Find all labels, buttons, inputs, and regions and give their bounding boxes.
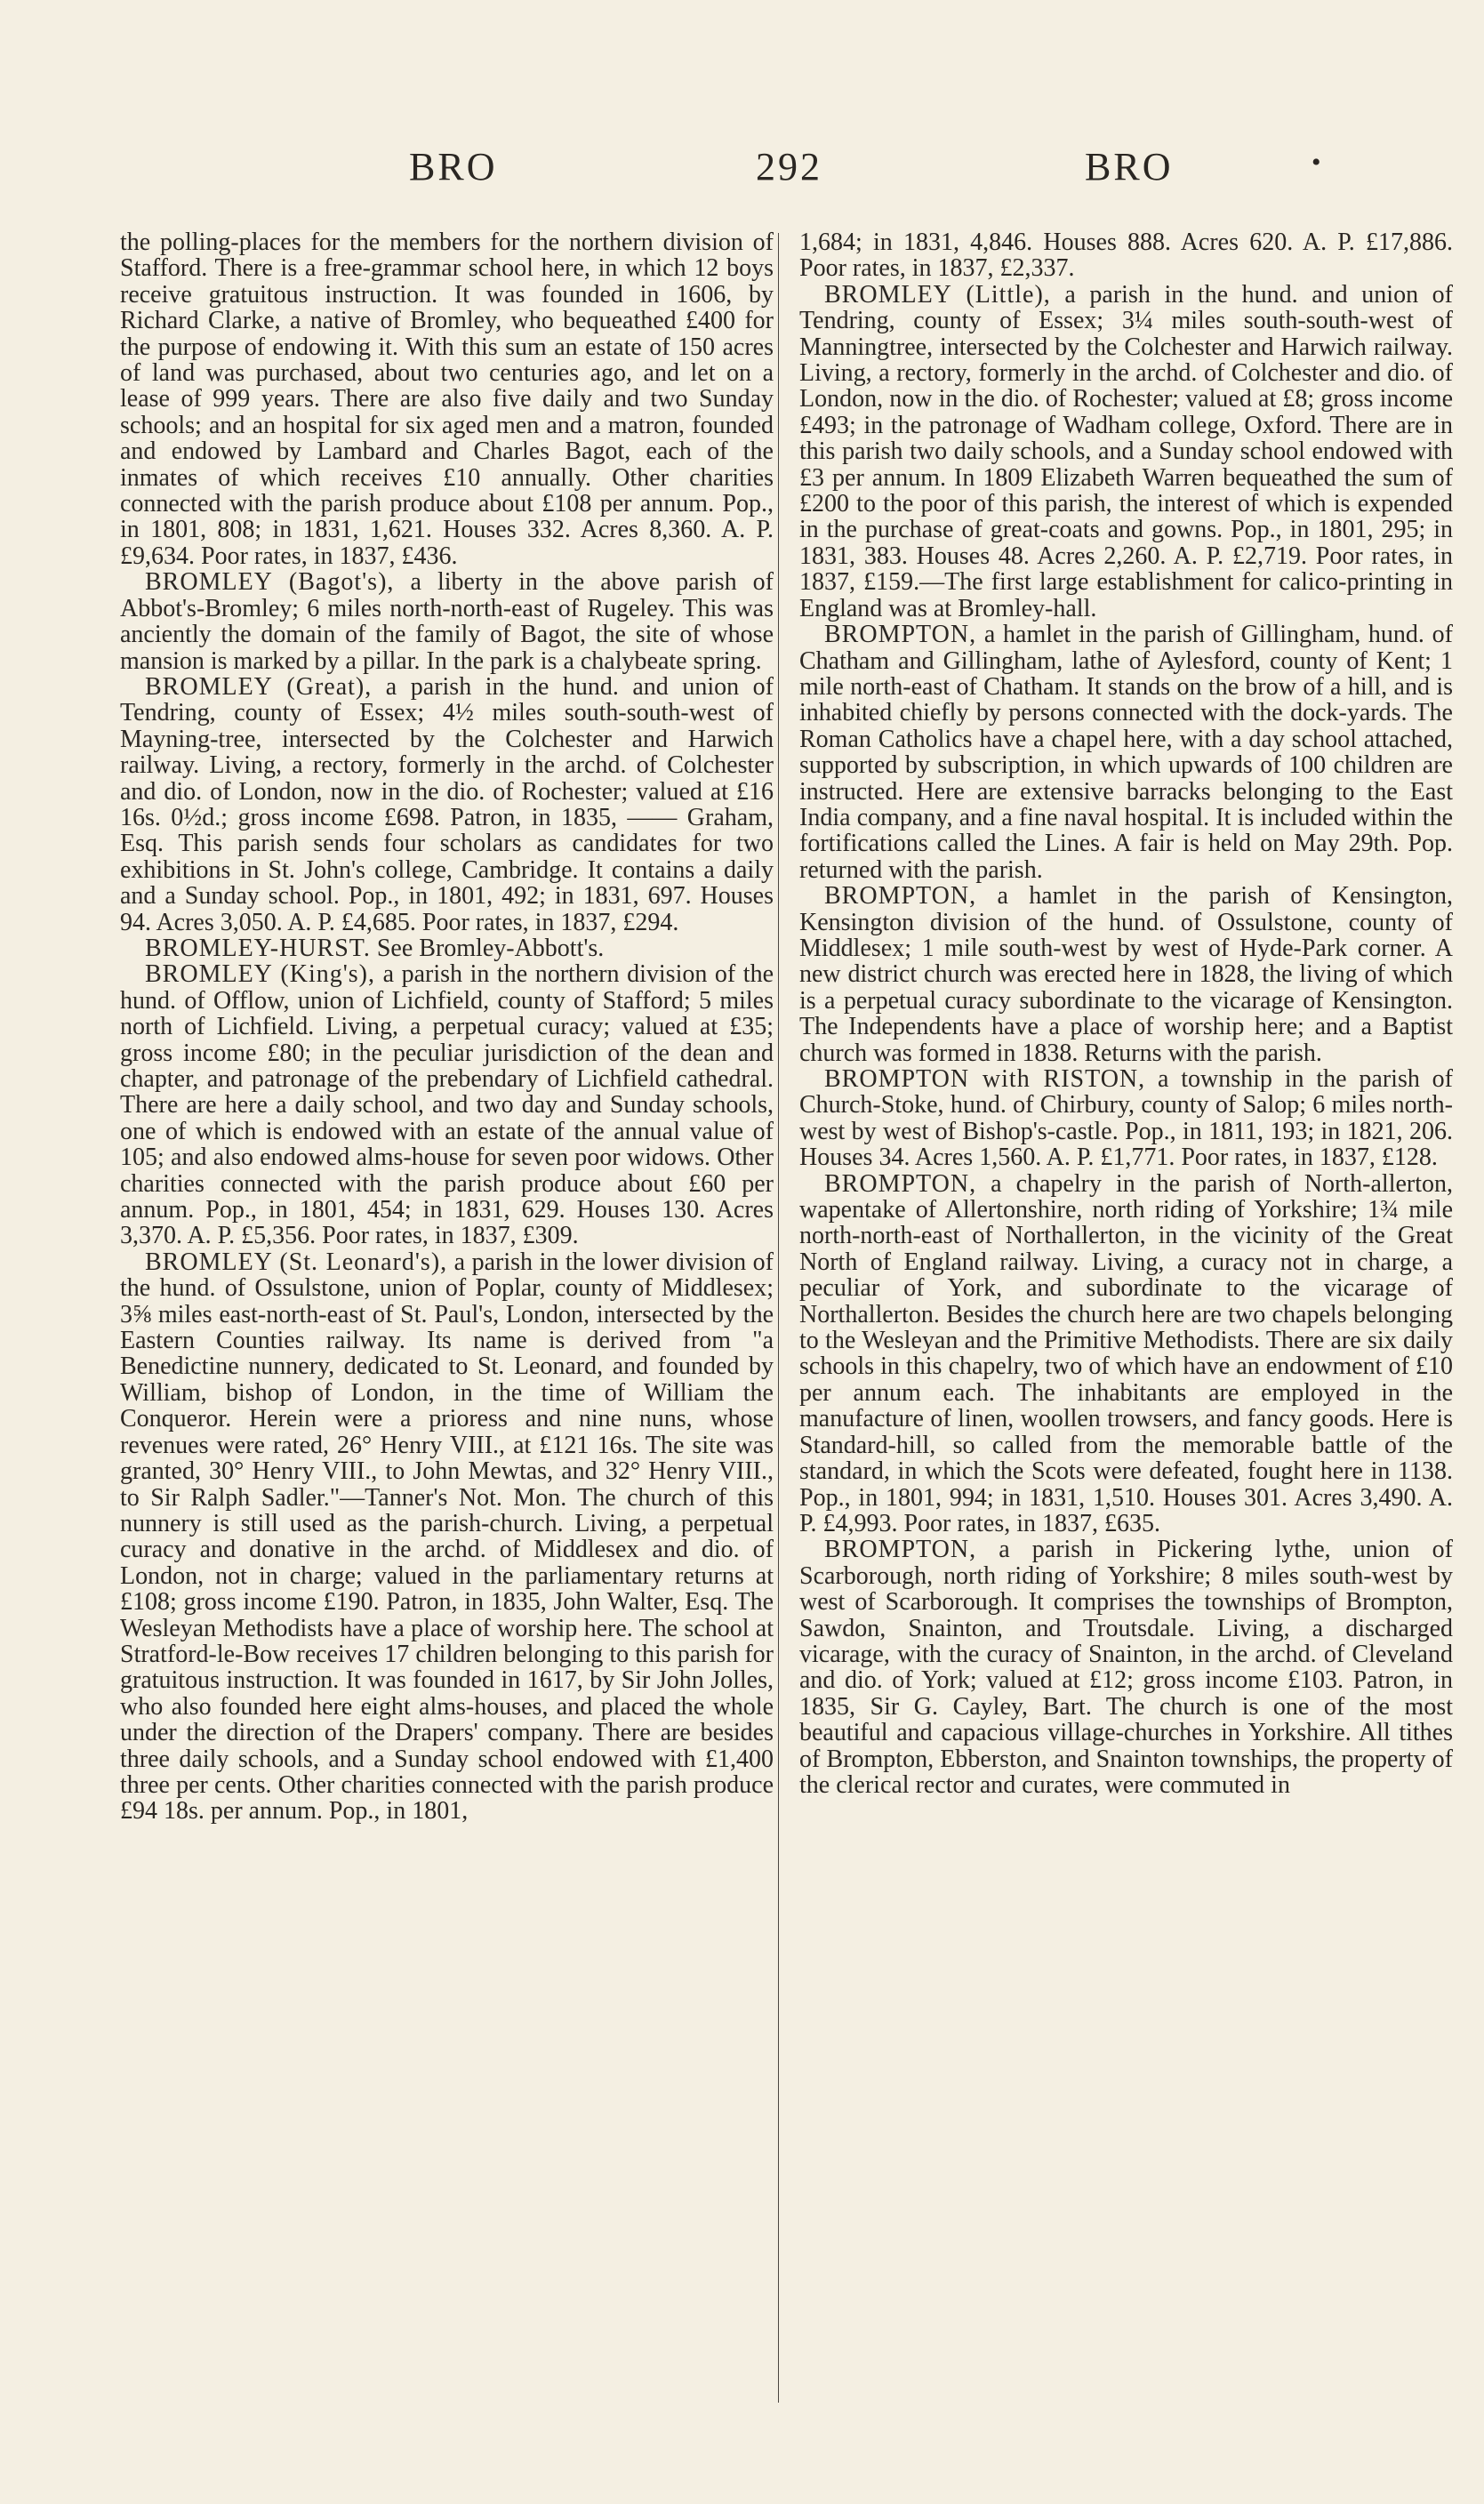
entry-text: a chapelry in the parish of North-allerton, wapentake of Allertonshire, north riding of Yorkshire; 1¾ mile north-north-east of Northallerton, in the vicinity of the Great North of England railway. Living, a curacy not in charge, a peculiar of York, and subordinate to the vicarage of Northallerton. Besides the church here are two chapels belonging to the Wesleyan and the Primitive Methodists. There are six daily schools in this chapelry, two of which have an endowment of £10 per annum each. The inhabitants are employed in the manufacture of linen, woollen trowsers, and fancy goods. Here is Standard-hill, so called from the memorable battle of the standard, in which the Scots were defeated, fought here in 1138. Pop., in 1801, 994; in 1831, 1,510. Houses 301. Acres 3,490. A. P. £4,993. Poor rates, in 1837, £635.: [799, 1169, 1454, 1537]
entry: [799, 1066, 1453, 1171]
entry: [120, 961, 774, 1248]
entry-text: a hamlet in the parish of Kensington, Kensington division of the hund. of Ossulstone, county of Middlesex; 1 mile south-west by west of Hyde-Park corner. A new district church was erected here in 1828, the living of which is a perpetual curacy subordinate to the vicarage of Kensington. The Independents have a place of worship here; and a Baptist church was formed in 1838. Returns with the parish.: [799, 882, 1454, 1067]
entry-headword: BROMLEY (King's),: [145, 960, 376, 989]
entry-text: See Bromley-Abbott's.: [376, 934, 605, 962]
page-number: 292: [756, 145, 822, 189]
entry: [120, 569, 774, 674]
entry-headword: BROMLEY (St. Leonard's),: [145, 1248, 448, 1276]
entry-headword: BROMPTON,: [824, 882, 977, 911]
entry: [799, 1537, 1453, 1798]
column-divider: [778, 233, 779, 2403]
entry-text: a parish in the lower division of the hund. of Ossulstone, union of Poplar, county of Middlesex; 3⅝ miles east-north-east of St. Paul's, London, intersected by the Eastern Counties railway. Its name is derived from "a Benedictine nunnery, dedicated to St. Leonard, and founded by William, bishop of London, in the time of William the Conqueror. Herein were a prioress and nine nuns, whose revenues were rated, 26° Henry VIII., at £121 16s. The site was granted, 30° Henry VIII., to John Mewtas, and 32° Henry VIII., to Sir Ralph Sadler."—Tanner's Not. Mon. The church of this nunnery is still used as the parish-church. Living, a perpetual curacy and donative in the archd. of Middlesex and dio. of London, not in charge; valued in the parliamentary returns at £108; gross income £190. Patron, in 1835, John Walter, Esq. The Wesleyan Methodists have a place of worship here. The school at Stratford-le-Bow receives 17 children belonging to this parish for gratuitous instruction. It was founded in 1617, by Sir John Jolles, who also founded here eight alms-houses, and placed the whole under the direction of the Drapers' company. There are besides three daily schools, and a Sunday school endowed with £1,400 three per cents. Other charities connected with the parish produce £94 18s. per annum. Pop., in 1801,: [120, 1248, 774, 1826]
entry-text: a township in the parish of Church-Stoke, hund. of Chirbury, county of Salop; 6 miles north-west by west of Bishop's-castle. Pop., in 1811, 193; in 1821, 206. Houses 34. Acres 1,560. A. P. £1,771. Poor rates, in 1837, £128.: [799, 1065, 1453, 1172]
header-marker: •: [1312, 148, 1324, 177]
entry: [120, 674, 774, 935]
entry: [120, 229, 774, 569]
right-column: [799, 229, 1453, 1798]
entry-text: a parish in Pickering lythe, union of Scarborough, north riding of Yorkshire; 8 miles south-west by west of Scarborough. It comprises the townships of Brompton, Sawdon, Snainton, and Troutsdale. Living, a discharged vicarage, with the curacy of Snainton, in the archd. of Cleveland and dio. of York; valued at £12; gross income £103. Patron, in 1835, Sir G. Cayley, Bart. The church is one of the most beautiful and capacious village-churches in Yorkshire. All tithes of Brompton, Ebberston, and Snainton townships, the property of the clerical rector and curates, were commuted in: [799, 1536, 1453, 1799]
entry-text: a parish in the hund. and union of Tendring, county of Essex; 3¼ miles south-south-west of Manningtree, intersected by the Colchester and Harwich railway. Living, a rectory, formerly in the archd. of Colchester and dio. of London, now in the dio. of Rochester; valued at £8; gross income £493; in the patronage of Wadham college, Oxford. There are in this parish two daily schools, and a Sunday school endowed with £3 per annum. In 1809 Elizabeth Warren bequeathed the sum of £200 to the poor of this parish, the interest of which is expended in the purchase of great-coats and gowns. Pop., in 1801, 295; in 1831, 383. Houses 48. Acres 2,260. A. P. £2,719. Poor rates, in 1837, £159.—The first large establishment for calico-printing in England was at Bromley-hall.: [799, 280, 1454, 622]
entry-text: a parish in the hund. and union of Tendring, county of Essex; 4½ miles south-south-west of Mayning-tree, intersected by the Colchester and Harwich railway. Living, a rectory, formerly in the archd. of Colchester and dio. of London, now in the dio. of Rochester; valued at £16 16s. 0½d.; gross income £698. Patron, in 1835, —— Graham, Esq. This parish sends four scholars as candidates for two exhibitions in St. John's college, Cambridge. It contains a daily and a Sunday school. Pop., in 1801, 492; in 1831, 697. Houses 94. Acres 3,050. A. P. £4,685. Poor rates, in 1837, £294.: [120, 672, 774, 936]
entry-headword: BROMPTON,: [824, 621, 977, 649]
entry: [799, 622, 1453, 883]
entry-headword: BROMLEY-HURST.: [145, 934, 371, 962]
entry-text: the polling-places for the members for the northern division of Stafford. There is a free-grammar school here, in which 12 boys receive gratuitous instruction. It was founded in 1606, by Richard Clarke, a native of Bromley, who bequeathed £400 for the purpose of endowing it. With this sum an estate of 150 acres of land was purchased, about two centuries ago, and let on a lease of 999 years. There are also five daily and two Sunday schools; and an hospital for six aged men and a matron, founded and endowed by Lambard and Charles Bagot, each of the inmates of which receives £10 annually. Other charities connected with the parish produce about £108 per annum. Pop., in 1801, 808; in 1831, 1,621. Houses 332. Acres 8,360. A. P. £9,634. Poor rates, in 1837, £436.: [120, 229, 774, 570]
entry: [799, 883, 1453, 1066]
entry-text: a liberty in the above parish of Abbot's-Bromley; 6 miles north-north-east of Rugeley. This was anciently the domain of the family of Bagot, the site of whose mansion is marked by a pillar. In the park is a chalybeate spring.: [120, 568, 774, 675]
entry-headword: BROMPTON,: [824, 1536, 977, 1564]
entry-headword: BROMLEY (Bagot's),: [145, 568, 395, 597]
entry-headword: BROMLEY (Great),: [145, 672, 373, 701]
entry-headword: BROMPTON,: [824, 1169, 977, 1198]
entry: [799, 1171, 1453, 1537]
entry-headword: BROMLEY (Little),: [824, 280, 1051, 309]
entry-text: a hamlet in the parish of Gillingham, hund. of Chatham and Gillingham, lathe of Aylesford, county of Kent; 1 mile north-east of Chatham. It stands on the brow of a hill, and is inhabited chiefly by persons connected with the dock-yards. The Roman Catholics have a chapel here, with a day school attached, supported by subscription, in which upwards of 100 children are instructed. Here are extensive barracks belonging to the East India company, and a fine naval hospital. It is included within the fortifications called the Lines. A fair is held on May 29th. Pop. returned with the parish.: [799, 621, 1454, 884]
entry-text: 1,684; in 1831, 4,846. Houses 888. Acres 620. A. P. £17,886. Poor rates, in 1837, £2,337.: [799, 229, 1453, 283]
header-left-guideword: BRO: [409, 145, 498, 189]
entry-text: a parish in the northern division of the hund. of Offlow, union of Lichfield, county of Stafford; 5 miles north of Lichfield. Living, a perpetual curacy; valued at £35; gross income £80; in the peculiar jurisdiction of the dean and chapter, and patronage of the prebendary of Lichfield cathedral. There are here a daily school, and two day and Sunday schools, one of which is endowed with an estate of the annual value of 105; and also endowed alms-house for seven poor widows. Other charities connected with the parish produce about £60 per annum. Pop., in 1801, 454; in 1831, 629. Houses 130. Acres 3,370. A. P. £5,356. Poor rates, in 1837, £309.: [120, 960, 774, 1250]
entry-headword: BROMPTON with RISTON,: [824, 1065, 1146, 1093]
entry: [120, 935, 774, 961]
entry: [799, 282, 1453, 622]
left-column: [120, 229, 774, 1825]
entry: [799, 229, 1453, 282]
running-header: [116, 144, 1396, 197]
entry: [120, 1249, 774, 1825]
header-right-guideword: BRO: [1085, 145, 1174, 189]
